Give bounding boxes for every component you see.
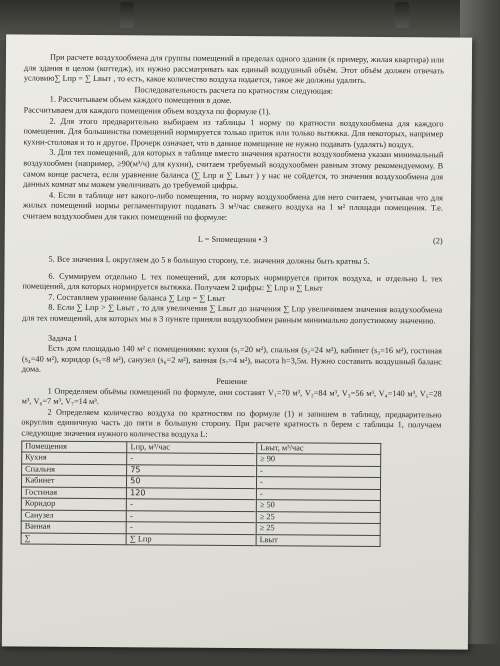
formula-number: (2) [432, 235, 443, 245]
document-page [2, 34, 472, 649]
table-cell: ∑ [21, 533, 126, 545]
table-cell: Санузел [21, 510, 126, 522]
intro-paragraph: При расчете воздухообмена для группы помещений в пределах одного здания (к примеру, жилая квартира) или для здания в целом (коттедж), их нужно рассматривать как единый воздушный объём. Этот объём должен отвечать условию∑ Lпр = ∑ Lвыт , то есть, какое количество воздуха подается, такое же должны удалить. [23, 52, 445, 86]
step-2: 2. Для этого предварительно выбираем из таблицы 1 норму по кратности воздухообмена для каждого помещения. Для большинства помещений нормируется только приток или только вытяжка. Для некоторых, например кухни-столовая и то и другое. Прочерк означает, что в данное помещение не нужно подавать (удалять) воздух. [23, 116, 444, 149]
table-cell: - [127, 453, 257, 465]
table-cell: - [126, 510, 256, 522]
air-exchange-table [21, 440, 382, 547]
solution-title: Решение [216, 376, 248, 387]
table-total-row [21, 533, 380, 547]
step-8: 8. Если ∑ Lпр > ∑ Lвыт , то для увеличения ∑ Lвыт до значения ∑ Lпр увеличиваем значения воздухообмена для тех помещений, для которых мы в 3 пункте приняли воздухообмен равным минимально допустимому значению. [22, 303, 443, 326]
table-cell: - [256, 488, 380, 500]
table-cell: ≥ 50 [256, 500, 380, 512]
table-cell: 120 [127, 487, 257, 499]
step-7: 7. Составляем уравнение баланса ∑ Lпр = ∑ Lвыт [48, 292, 226, 303]
sequence-title: Последовательность расчета по кратностям следующая: [134, 85, 334, 96]
table-header-cell: Помещения [22, 441, 127, 453]
table-header-cell: Lвыт, м³/час [257, 442, 381, 454]
table-cell: Кухня [22, 452, 127, 464]
device-knob [120, 2, 134, 28]
table-cell: - [126, 522, 256, 534]
table-cell: Гостиная [21, 487, 126, 499]
step-3: 3. Для тех помещений, для которых в таблице вместо значения кратности воздухообмена указан минимальный воздухообмен (например, ≥90(м³/ч) для кухни), считаем требуемый воздухообмен равным этому рекомендуемому. В самом конце расчета, если уравнение баланса (∑ Lпр и ∑ Lвыт ) у нас не сойдется, то значения воздухообмена для данных комнат мы можем увеличивать до требуемой цифры. [23, 148, 444, 191]
table-cell: Lвыт [256, 534, 380, 546]
document-text [21, 53, 444, 548]
table-cell: Ванная [21, 521, 126, 533]
task-title: Задача 1 [47, 333, 78, 343]
solution-step-1: 1 Определяем объёмы помещений по формуле, они составят V₁=70 м³, V₂=84 м³, V₃=56 м³, V₄=140 м³, V₅=28 м³, V₆=7 м³, V₇=14 м³. [21, 386, 442, 407]
step-6: 6. Суммируем отдельно L тех помещений, для которых нормируется приток воздуха, и отдельно L тех помещений, для которых нормируется вытяжка. Получаем 2 цифры: ∑ Lпр и ∑ Lвыт [22, 271, 443, 293]
step-1: 1. Рассчитываем объем каждого помещения в доме. [49, 95, 232, 106]
task-text: Есть дом площадью 140 м² с помещениями: кухня (s₁=20 м²), спальня (s₂=24 м²), кабинет (s₃=16 м²), гостиная (s₄=40 м²), коридор (s₅=8 м²), санузел (s₆=2 м²), ванная (s₇=4 м²), высота h=3,5м. Нужно составить воздушный баланс дома. [21, 343, 442, 375]
table-cell: - [256, 477, 380, 489]
table-cell: Кабинет [21, 475, 126, 487]
table-cell: Спальня [22, 464, 127, 476]
table-cell: 75 [127, 464, 257, 476]
formula [23, 233, 443, 247]
table-cell: ∑ Lпр [126, 533, 256, 545]
device-knob [395, 2, 409, 28]
table-cell: ≥ 25 [256, 523, 380, 535]
table-cell: ≥ 25 [256, 511, 380, 523]
table-header-cell: Lпр, м³/час [127, 441, 257, 453]
table-cell: ≥ 90 [257, 454, 381, 466]
formula-text: L = Sпомещения • 3 [197, 234, 268, 244]
table-cell: Коридор [21, 498, 126, 510]
step-4: 4. Если в таблице нет какого-либо помещения, то норму воздухообмена для него считаем, учитывая что для жилых помещений нормы регламентируют подавать 3 м³/час свежего воздуха на 1 м² площади помещения. Т.е. считаем воздухообмен для таких помещений по формуле: [22, 190, 444, 222]
step-5: 5. Все значения L округляем до 5 в большую сторону, т.е. значения должны быть кратны 5. [48, 254, 370, 267]
table-cell: 50 [127, 476, 257, 488]
solution-step-2: 2 Определяем количество воздуха по кратностям по формуле (1) и запишем в таблицу, предварительно округлив единичную часть до пяти в большую сторону. При расчете кратность n берем с таблицы 1, получаем следующие значения нужного количества воздуха L: [21, 407, 442, 439]
table-cell: - [257, 465, 381, 477]
table-cell: - [127, 499, 257, 511]
step-1-detail: Рассчитываем для каждого помещения объем воздуха по формуле (1). [23, 105, 271, 117]
